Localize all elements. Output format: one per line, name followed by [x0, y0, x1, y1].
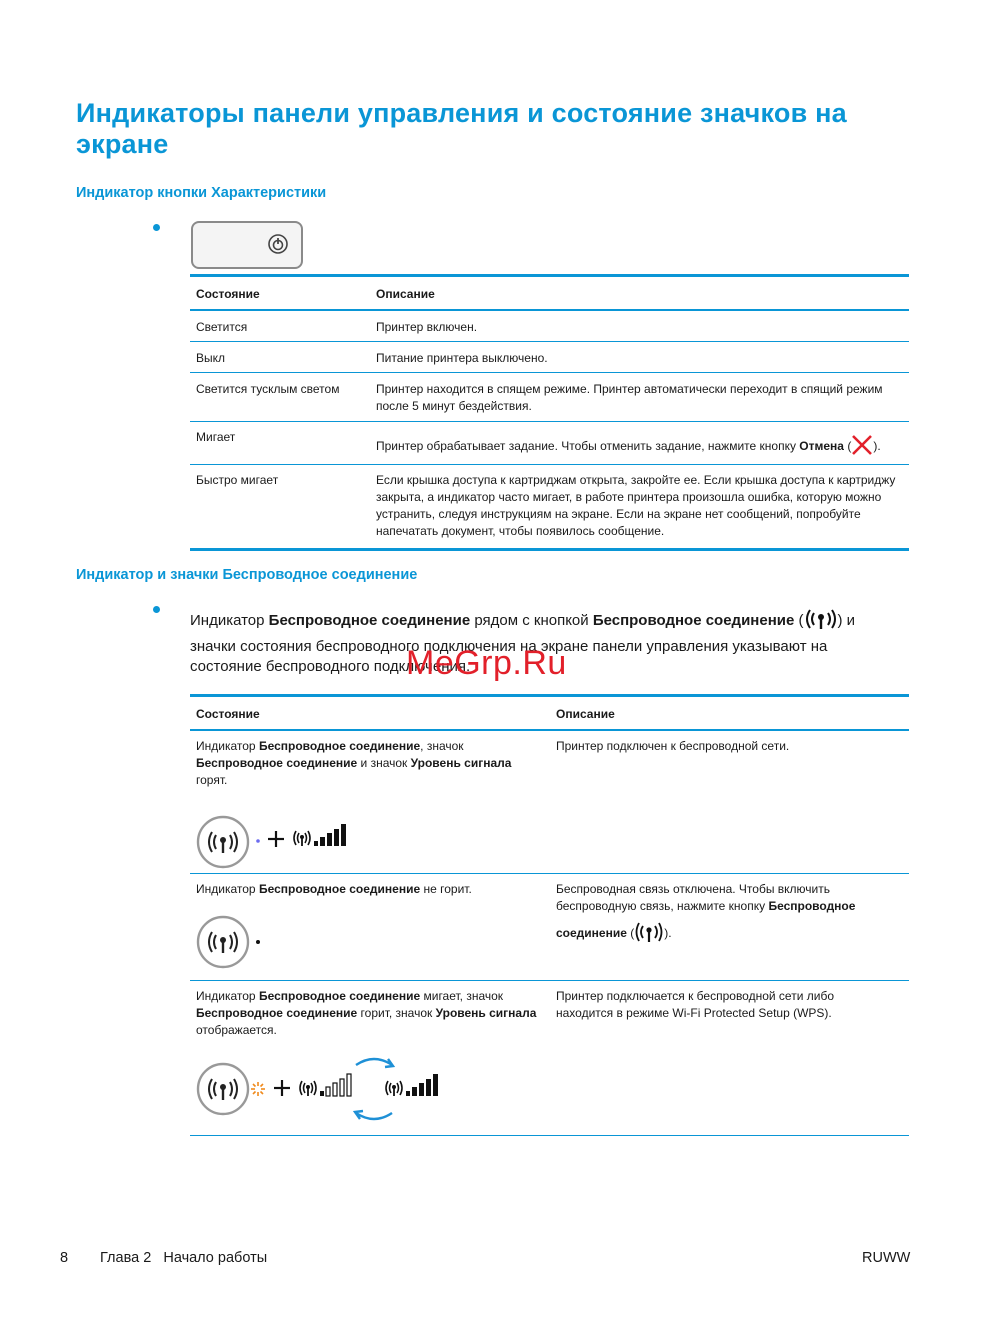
section-heading-wireless: Индикатор и значки Беспроводное соединение — [76, 567, 418, 583]
wireless-icon — [634, 921, 664, 943]
description-text: Принтер подключается к беспроводной сети либо — [556, 989, 834, 1003]
description-cell: Если крышка доступа к картриджам открыта, закройте ее. Если крышка доступа к картриджу закрыта, а индикатор часто мигает, в работе принтера произошла ошибка, которую можно устранить, следуя инструкциям на экране. Если на экране нет сообщений, попробуйте напечатать документ, чтобы появилось сообщение. — [376, 473, 896, 538]
state-bold: Беспроводное соединение — [258, 882, 421, 896]
description-bold: Беспроводное — [768, 899, 856, 913]
watermark: MeGrp.Ru — [406, 644, 567, 682]
state-cell: Светится тусклым светом — [196, 382, 340, 396]
wireless-icon — [804, 607, 838, 631]
intro-bold: Беспроводное соединение — [592, 612, 795, 629]
state-bold: Беспроводное соединение — [196, 1006, 358, 1020]
state-cell: Выкл — [196, 351, 226, 365]
state-text: не горит. — [420, 882, 472, 896]
section-heading-power: Индикатор кнопки Характеристики — [76, 185, 327, 201]
state-text: отображается. — [196, 1023, 277, 1037]
intro-text: ) и — [837, 612, 856, 629]
table-row — [190, 981, 909, 1135]
bullet — [153, 224, 160, 231]
state-cell — [196, 738, 546, 789]
description-text: Принтер обрабатывает задание. Чтобы отменить задание, нажмите кнопку — [376, 439, 800, 453]
description-cell — [556, 881, 906, 943]
column-header-state: Состояние — [196, 287, 260, 301]
state-cell: Светится — [196, 320, 248, 334]
column-header-description: Описание — [376, 287, 435, 301]
wireless-icon — [209, 1079, 237, 1100]
table-row — [190, 342, 909, 373]
led-on-icon — [256, 839, 260, 843]
wireless-on-signal-illustration — [196, 815, 366, 869]
table-header — [190, 697, 909, 731]
description-text: Беспроводная связь отключена. Чтобы включить — [556, 882, 830, 896]
plus-icon — [274, 1080, 290, 1096]
intro-text: ( — [794, 612, 804, 629]
led-off-icon — [256, 940, 260, 944]
wireless-icon — [209, 832, 237, 853]
bullet — [153, 606, 160, 613]
page-number: 8 — [60, 1250, 69, 1266]
wireless-connecting-illustration — [196, 1051, 456, 1131]
state-text: , значок — [420, 739, 464, 753]
description-cell: Принтер подключен к беспроводной сети. — [556, 739, 790, 753]
description-cell: Питание принтера выключено. — [376, 351, 548, 365]
description-text: беспроводную связь, нажмите кнопку — [556, 899, 769, 913]
description-text: ( — [843, 439, 852, 453]
state-text: мигает, значок — [420, 989, 504, 1003]
intro-line-1 — [190, 607, 890, 631]
intro-text: Индикатор — [190, 612, 269, 629]
power-status-table — [190, 274, 909, 551]
column-header-description: Описание — [556, 707, 615, 721]
power-icon — [267, 233, 289, 255]
description-cell — [376, 435, 881, 455]
description-text: ). — [664, 926, 672, 940]
description-text: ). — [873, 439, 881, 453]
state-bold: Уровень сигнала — [435, 1006, 537, 1020]
state-text: Индикатор — [196, 739, 259, 753]
table-row — [190, 731, 909, 874]
state-text: горят. — [196, 773, 228, 787]
state-bold: Беспроводное соединение — [258, 739, 421, 753]
table-row — [190, 874, 909, 981]
state-cell — [196, 881, 546, 898]
signal-empty-icon — [300, 1074, 351, 1096]
intro-line-3: состояние беспроводного подключения. — [190, 658, 471, 675]
intro-line-2: значки состояния беспроводного подключения на экране панели управления указывают на — [190, 638, 828, 655]
signal-strength-icon — [294, 824, 346, 846]
state-cell: Быстро мигает — [196, 473, 279, 487]
state-cell — [196, 988, 546, 1039]
state-text: Индикатор — [196, 989, 259, 1003]
table-row — [190, 465, 909, 548]
chapter-title: Глава 2 Начало работы — [100, 1250, 268, 1266]
cancel-icon — [851, 435, 873, 455]
cancel-label: Отмена — [799, 439, 844, 453]
page-title: Индикаторы панели управления и состояние значков на экране — [76, 98, 847, 159]
locale-code: RUWW — [862, 1250, 911, 1266]
blinking-led-icon — [251, 1082, 265, 1096]
wireless-off-illustration — [196, 914, 276, 970]
state-bold: Беспроводное соединение — [258, 989, 421, 1003]
table-header — [190, 277, 909, 311]
state-cell: Мигает — [196, 430, 236, 444]
column-header-state: Состояние — [196, 707, 260, 721]
intro-text: рядом с кнопкой — [470, 612, 593, 629]
plus-icon — [268, 831, 284, 847]
wireless-status-table — [190, 694, 909, 1136]
signal-strength-icon — [386, 1074, 438, 1096]
description-cell: Принтер включен. — [376, 320, 478, 334]
description-text: находится в режиме Wi-Fi Protected Setup (WPS). — [556, 1006, 832, 1020]
table-row — [190, 373, 909, 422]
description-cell — [556, 988, 906, 1022]
description-cell: Принтер находится в спящем режиме. Принтер автоматически переходит в спящий режим после 5 минут бездействия. — [376, 382, 883, 413]
power-button-illustration — [191, 221, 303, 269]
state-bold: Уровень сигнала — [410, 756, 512, 770]
wireless-icon — [209, 932, 237, 953]
description-text: ( — [626, 926, 635, 940]
state-text: Индикатор — [196, 882, 259, 896]
state-text: горит, значок — [357, 1006, 436, 1020]
intro-bold: Беспроводное соединение — [268, 612, 471, 629]
state-text: и значок — [357, 756, 411, 770]
refresh-arrows-icon — [355, 1059, 393, 1119]
table-row — [190, 311, 909, 342]
description-bold: соединение — [556, 926, 627, 940]
table-row — [190, 422, 909, 465]
state-bold: Беспроводное соединение — [196, 756, 358, 770]
